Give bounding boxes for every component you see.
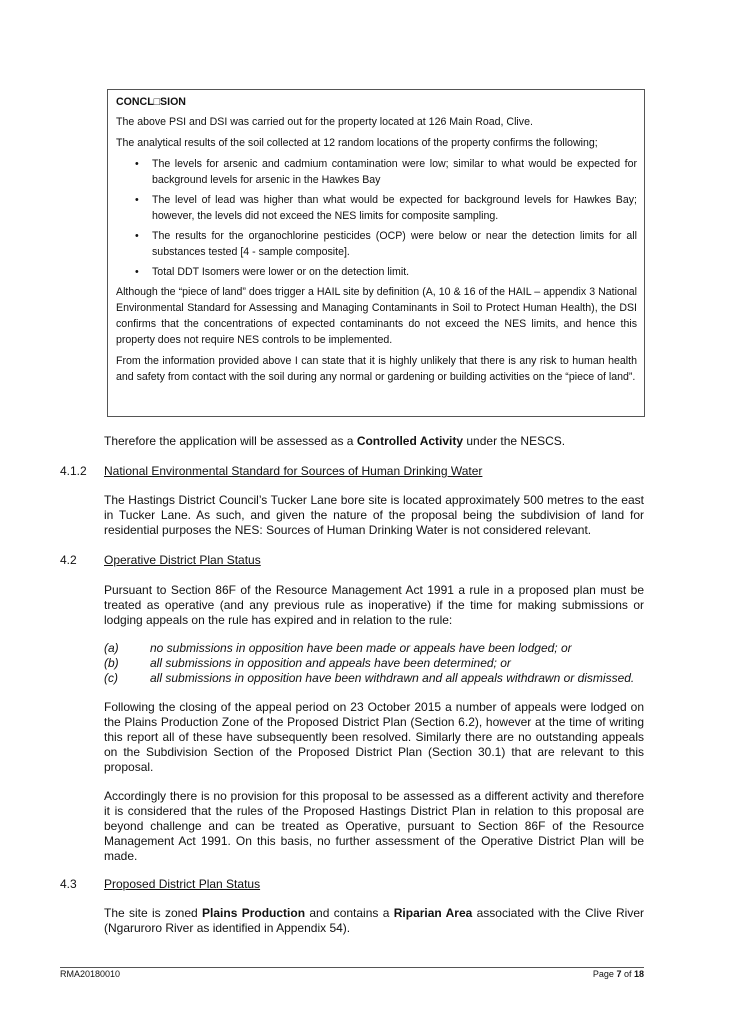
section-4-1-2-number: 4.1.2 — [60, 464, 87, 478]
list-item-label: (a) — [104, 641, 119, 655]
conclusion-bullet: • The level of lead was higher than what would be expected for background levels for Hawkes Bay; however, the levels did not exceed the NES limits for composite sampling. — [152, 192, 637, 224]
conclusion-bullet-list — [116, 156, 637, 280]
conclusion-para-3: Although the “piece of land” does trigger a HAIL site by definition (A, 10 & 16 of the HAIL – appendix 3 National Environmental Standard for Assessing and Managing Contaminants in Soil to Protect Human Health), the DSI confirms that the concentrations of expected contaminants do not exceed the NES limits, and hence this property does not require NES controls to be implemented. — [116, 286, 637, 346]
section-4-2-para-2: Following the closing of the appeal period on 23 October 2015 a number of appeals were lodged on the Plains Production Zone of the Proposed District Plan (Section 6.2), however at the time of writing this report all of these have subsequently been resolved. Similarly there are no outstanding appeals on the Subdivision Section of the Proposed District Plan (Section 30.1) that are relevant to this proposal. — [104, 700, 644, 774]
section-4-2-para-3: Accordingly there is no provision for this proposal to be assessed as a different activity and therefore it is considered that the rules of the Proposed Hastings District Plan in relation to this proposal are beyond challenge and can be treated as Operative, pursuant to Section 86F of the Resource Management Act 1991. On this basis, no further assessment of the Operative District Plan will be made. — [104, 789, 644, 863]
controlled-activity-statement: Therefore the application will be assessed as a Controlled Activity under the NESCS. — [104, 434, 566, 448]
conclusion-title: CONCL□SION — [116, 96, 186, 108]
conclusion-bullet: • Total DDT Isomers were lower or on the detection limit. — [152, 264, 637, 280]
section-4-1-2-title: National Environmental Standard for Sources of Human Drinking Water — [104, 464, 483, 478]
conclusion-para-1: The above PSI and DSI was carried out for the property located at 126 Main Road, Clive. — [116, 116, 533, 128]
section-4-1-2-body: The Hastings District Council’s Tucker Lane bore site is located approximately 500 metres to the east in Tucker Lane. As such, and given the nature of the proposal being the subdivision of land for residential purposes the NES: Sources of Human Drinking Water is not considered relevant. — [104, 493, 644, 537]
section-4-3-title: Proposed District Plan Status — [104, 877, 261, 891]
list-item-text: all submissions in opposition have been withdrawn and all appeals withdrawn or dismissed. — [150, 671, 635, 685]
list-item-label: (c) — [104, 671, 118, 685]
section-4-2-title: Operative District Plan Status — [104, 553, 261, 567]
section-4-3-body: The site is zoned Plains Production and contains a Riparian Area associated with the Clive River (Ngaruroro River as identified in Appendix 54). — [104, 906, 645, 935]
section-4-3-number: 4.3 — [60, 877, 77, 891]
list-item-text: no submissions in opposition have been made or appeals have been lodged; or — [150, 641, 572, 655]
list-item-text: all submissions in opposition and appeals have been determined; or — [150, 656, 511, 670]
list-item-label: (b) — [104, 656, 119, 670]
footer-reference: RMA20180010 — [60, 969, 121, 979]
conclusion-bullet: • The results for the organochlorine pesticides (OCP) were below or near the detection limits for all substances tested [4 - sample composite]. — [152, 228, 637, 260]
section-4-2-number: 4.2 — [60, 553, 77, 567]
conclusion-box — [107, 89, 645, 417]
conclusion-para-2: The analytical results of the soil collected at 12 random locations of the property confirms the following; — [116, 137, 598, 149]
conclusion-para-4: From the information provided above I can state that it is highly unlikely that there is any risk to human health and safety from contact with the soil during any normal or gardening or building activities on the “piece of land”. — [116, 355, 637, 383]
conclusion-bullet: • The levels for arsenic and cadmium contamination were low; similar to what would be expected for background levels for arsenic in the Hawkes Bay — [152, 156, 637, 188]
footer-page-number: Page 7 of 18 — [592, 969, 644, 979]
section-4-2-para-1: Pursuant to Section 86F of the Resource Management Act 1991 a rule in a proposed plan must be treated as operative (and any previous rule as inoperative) if the time for making submissions or lodging appeals on the rule has expired and in relation to the rule: — [104, 583, 644, 627]
footer-divider — [60, 967, 644, 968]
